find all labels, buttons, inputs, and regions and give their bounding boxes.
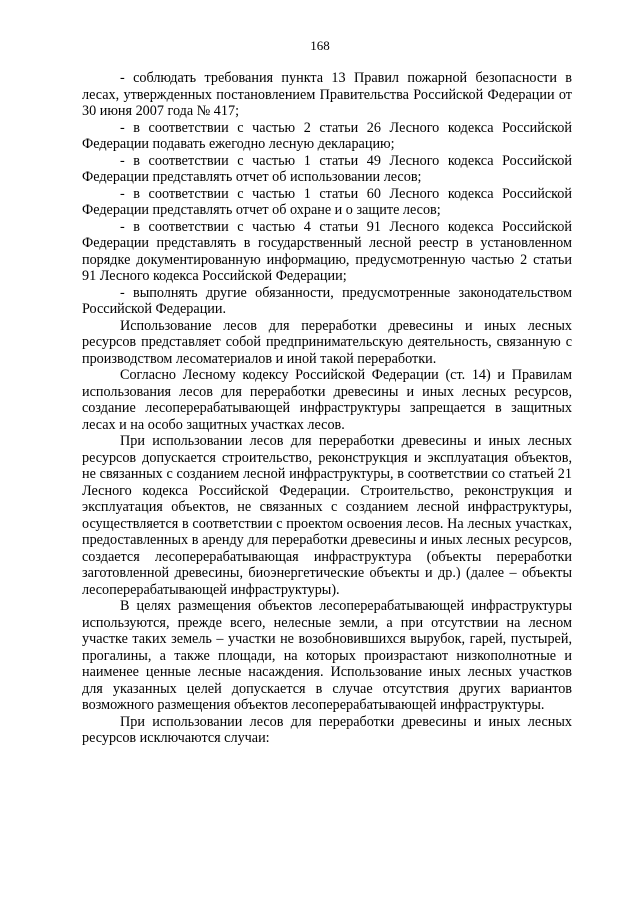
paragraph: - в соответствии с частью 1 статьи 60 Лесного кодекса Российской Федерации представлять отчет об охране и о защите лесов;: [82, 185, 572, 218]
page-number: 168: [310, 38, 330, 53]
paragraph: В целях размещения объектов лесоперерабатывающей инфраструктуры используются, прежде всего, нелесные земли, а при отсутствии на лесном участке таких земель – участки не возобновившихся вырубок, гарей, пустырей, прогалины, а также площади, на которых произрастают низкополнотные и наименее ценные лесные насаждения. Использование иных лесных участков для указанных целей допускается в случае отсутствия других вариантов возможного размещения объектов лесоперерабатывающей инфраструктуры.: [82, 598, 572, 713]
paragraph: - в соответствии с частью 1 статьи 49 Лесного кодекса Российской Федерации представлять отчет об использовании лесов;: [82, 152, 572, 185]
paragraph: - выполнять другие обязанности, предусмотренные законодательством Российской Федерации.: [82, 284, 572, 317]
paragraph: Согласно Лесному кодексу Российской Федерации (ст. 14) и Правилам использования лесов для переработки древесины и иных лесных ресурсов, создание лесоперерабатывающей инфраструктуры запрещается в защитных лесах и на особо защитных участках лесов.: [82, 367, 572, 433]
paragraph: - в соответствии с частью 2 статьи 26 Лесного кодекса Российской Федерации подавать ежегодно лесную декларацию;: [82, 119, 572, 152]
paragraph: При использовании лесов для переработки древесины и иных лесных ресурсов исключаются случаи:: [82, 713, 572, 746]
page-body: [82, 70, 572, 747]
paragraph: При использовании лесов для переработки древесины и иных лесных ресурсов допускается строительство, реконструкция и эксплуатация объектов, не связанных с созданием лесной инфраструктуры, в соответствии со статьей 21 Лесного кодекса Российской Федерации. Строительство, реконструкция и эксплуатация объектов, не связанных с созданием лесной инфраструктуры, осуществляется в соответствии с проектом освоения лесов. На лесных участках, предоставленных в аренду для переработки древесины и иных лесных ресурсов, создается лесоперерабатывающая инфраструктура (объекты переработки заготовленной древесины, биоэнергетические объекты и др.) (далее – объекты лесоперерабатывающей инфраструктуры).: [82, 433, 572, 598]
paragraph: Использование лесов для переработки древесины и иных лесных ресурсов представляет собой предпринимательскую деятельность, связанную с производством лесоматериалов и иной такой переработки.: [82, 317, 572, 367]
paragraph: - в соответствии с частью 4 статьи 91 Лесного кодекса Российской Федерации представлять в государственный лесной реестр в установленном порядке документированную информацию, предусмотренную частью 2 статьи 91 Лесного кодекса Российской Федерации;: [82, 218, 572, 284]
paragraph: - соблюдать требования пункта 13 Правил пожарной безопасности в лесах, утвержденных постановлением Правительства Российской Федерации от 30 июня 2007 года № 417;: [82, 70, 572, 119]
